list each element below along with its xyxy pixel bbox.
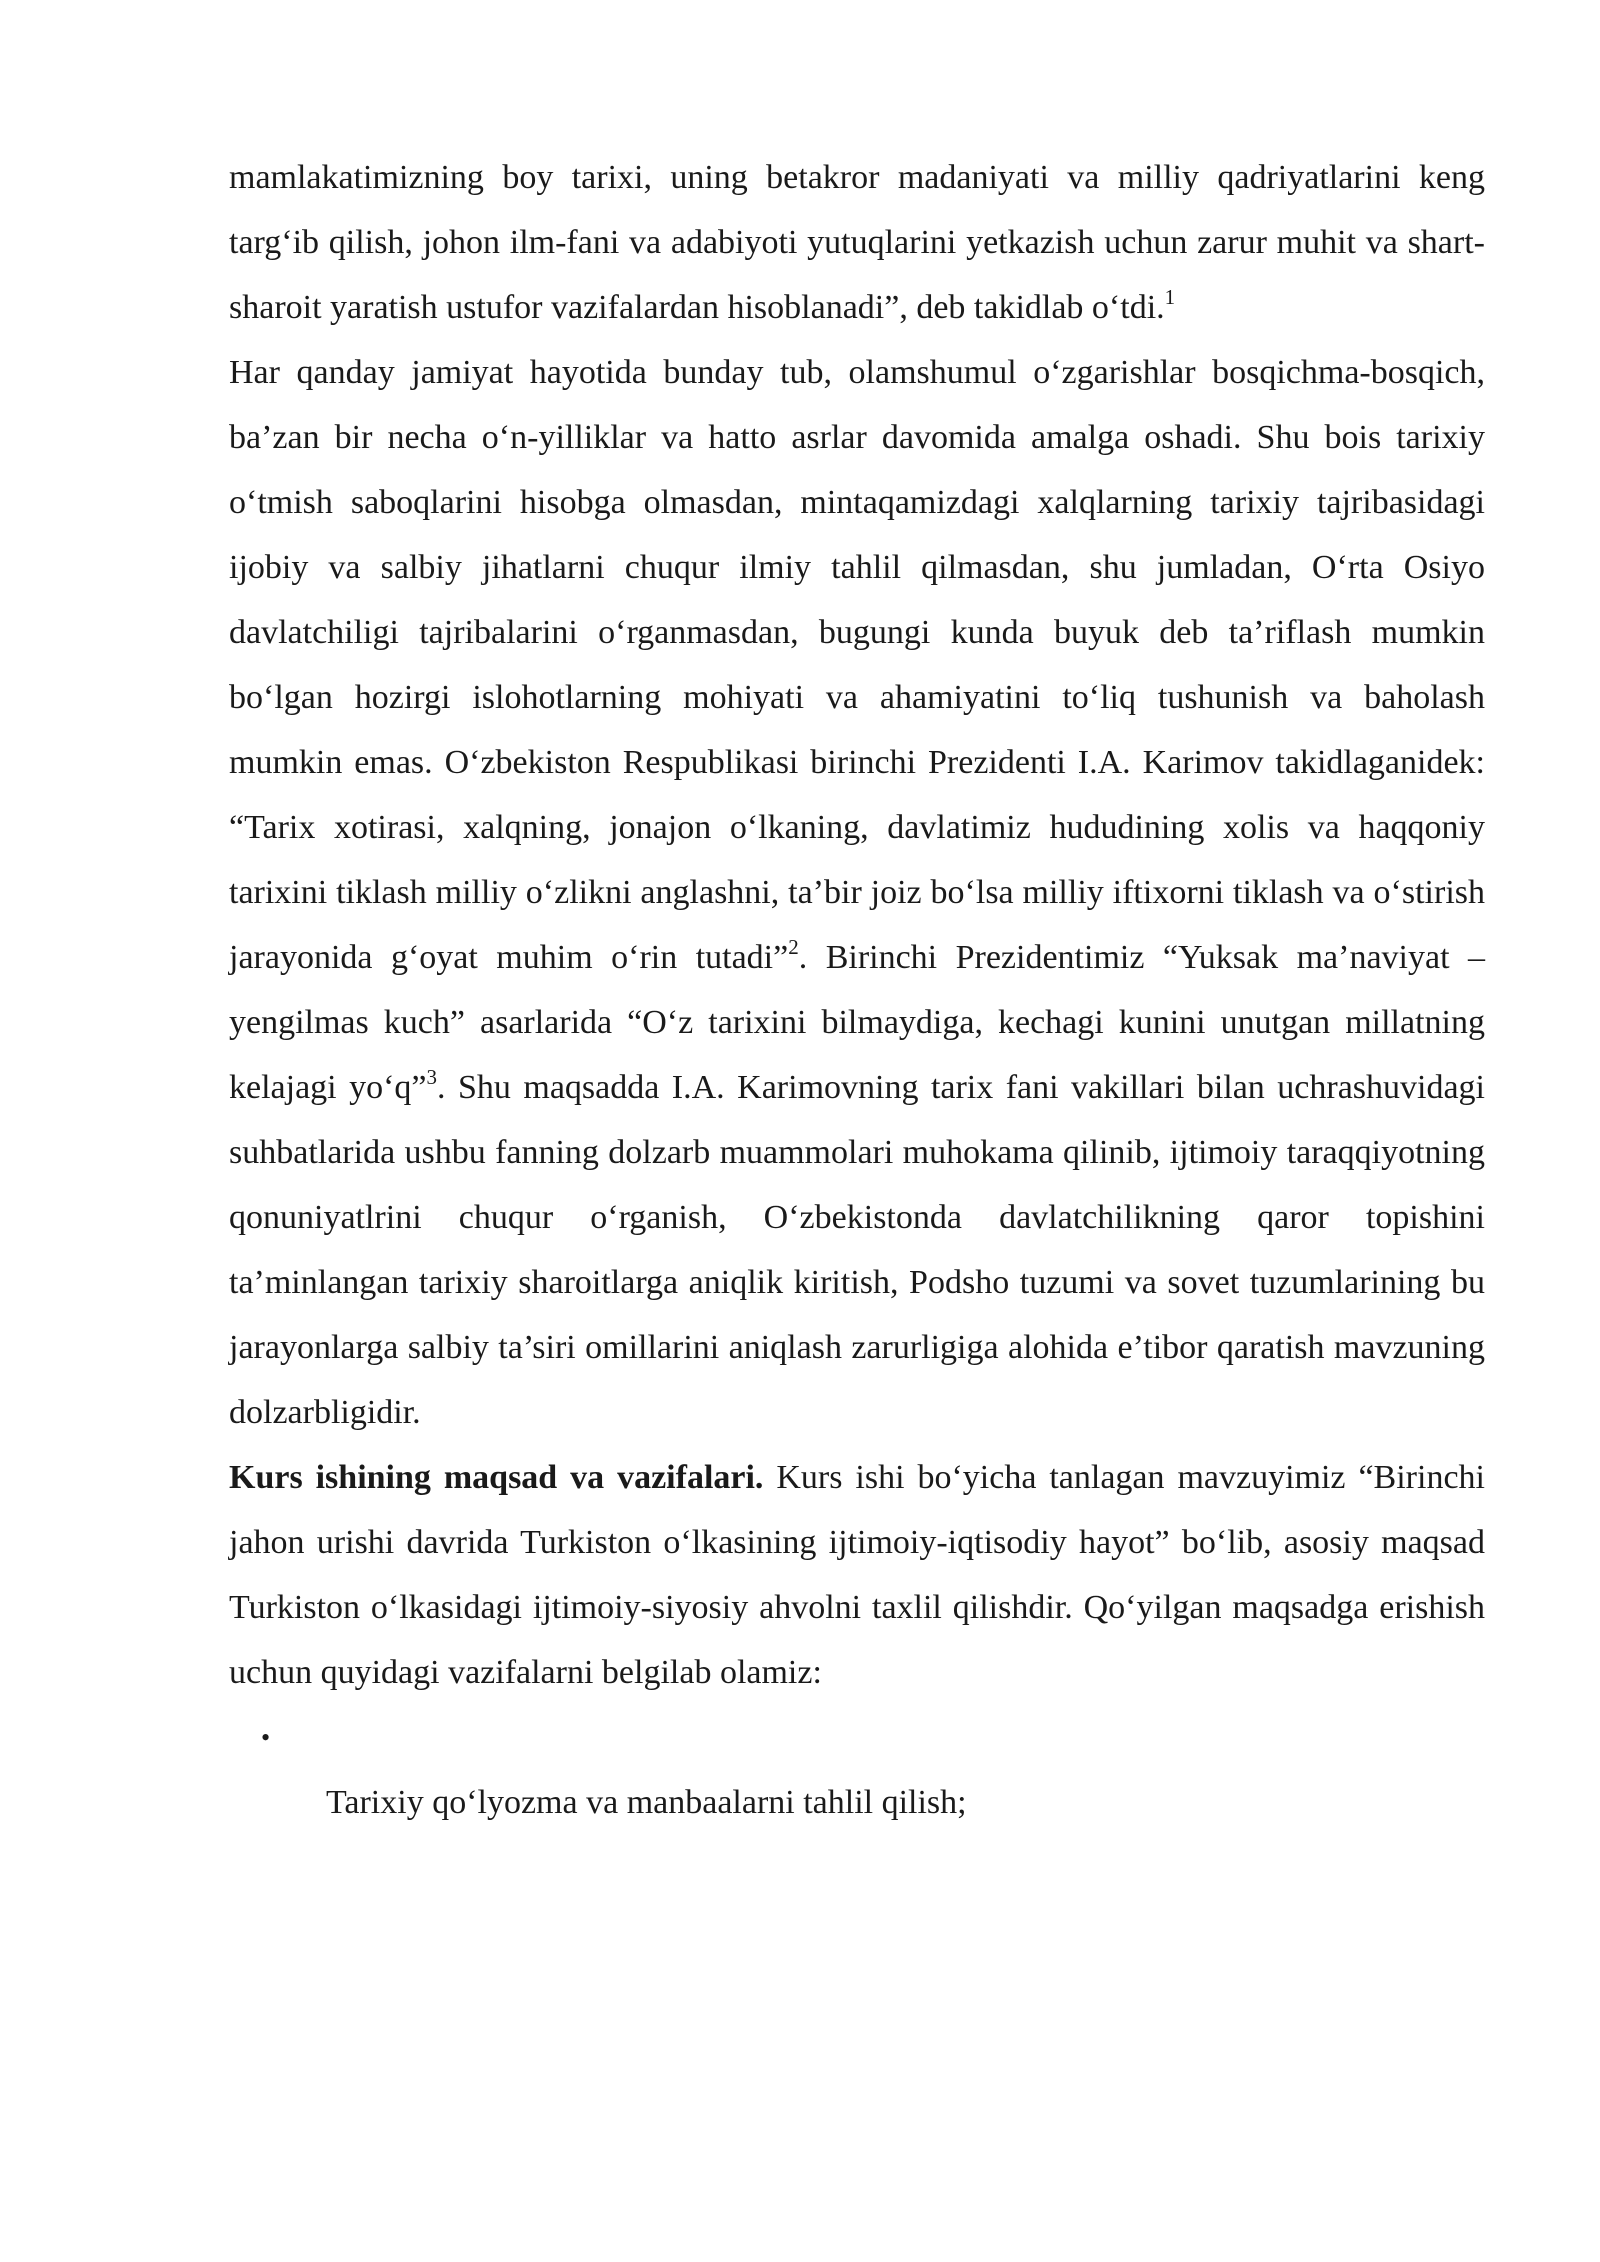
list-item-text: Tarixiy qo‘lyozma va manbaalarni tahlil qilish; [326, 1784, 967, 1821]
bullet-row [229, 1705, 1485, 1770]
paragraph-1 [229, 145, 1485, 340]
paragraph-1-text: mamlakatimizning boy tarixi, uning betakror madaniyati va milliy qadriyatlarini keng targ‘ib qilish, johon ilm-fani va adabiyoti yutuqlarini yetkazish uchun zarur muhit va shart-sharoit yaratish ustufor vazifalardan hisoblanadi”, deb takidlab o‘tdi. [229, 159, 1485, 326]
task-list [229, 1705, 1485, 1835]
paragraph-3-text: Kurs ishi bo‘yicha tanlagan mavzuyimiz “Birinchi jahon urishi davrida Turkiston o‘lkasining ijtimoiy-iqtisodiy hayot” bo‘lib, asosiy maqsad Turkiston o‘lkasidagi ijtimoiy-siyosiy ahvolni taxlil qilishdir. Qo‘yilgan maqsadga erishish uchun quyidagi vazifalarni belgilab olamiz: [229, 1459, 1485, 1691]
footnote-ref-3[interactable]: 3 [426, 1065, 438, 1089]
paragraph-2-text-part-2: . Birinchi Prezidentimiz “Yuksak ma’naviyat – yengilmas kuch” asarlarida “O‘z tarixini bilmaydiga, kechagi kunini unutgan millatning kelajagi yo‘q” [229, 939, 1486, 1106]
list-item [229, 1705, 1485, 1835]
bullet-icon: • [261, 1723, 271, 1752]
section-heading: Kurs ishining maqsad va vazifalari. [229, 1459, 764, 1496]
paragraph-3 [229, 1445, 1485, 1705]
footnote-ref-2[interactable]: 2 [788, 935, 799, 959]
paragraph-2-text-part-3: . Shu maqsadda I.A. Karimovning tarix fani vakillari bilan uchrashuvidagi suhbatlarida ushbu fanning dolzarb muammolari muhokama qilinib, ijtimoiy taraqqiyotning qonuniyatlrini chuqur o‘rganish, O‘zbekistonda davlatchilikning qaror topishini ta’minlangan tarixiy sharoitlarga aniqlik kiritish, Podsho tuzumi va sovet tuzumlarining bu jarayonlarga salbiy ta’siri omillarini aniqlash zarurligiga alohida e’tibor qaratish mavzuning dolzarbligidir. [229, 1069, 1486, 1431]
footnote-ref-1[interactable]: 1 [1164, 285, 1176, 309]
paragraph-2 [229, 340, 1485, 1445]
document-page [229, 145, 1485, 1835]
paragraph-2-text-part-1: Har qanday jamiyat hayotida bunday tub, olamshumul o‘zgarishlar bosqichma-bosqich, ba’zan bir necha o‘n-yilliklar va hatto asrlar davomida amalga oshadi. Shu bois tarixiy o‘tmish saboqlarini hisobga olmasdan, mintaqamizdagi xalqlarning tarixiy tajribasidagi ijobiy va salbiy jihatlarni chuqur ilmiy tahlil qilmasdan, shu jumladan, O‘rta Osiyo davlatchiligi tajribalarini o‘rganmasdan, bugungi kunda buyuk deb ta’riflash mumkin bo‘lgan hozirgi islohotlarning mohiyati va ahamiyatini to‘liq tushunish va baholash mumkin emas. O‘zbekiston Respublikasi birinchi Prezidenti I.A. Karimov takidlaganidek: “Tarix xotirasi, xalqning, jonajon o‘lkaning, davlatimiz hududining xolis va haqqoniy tarixini tiklash milliy o‘zlikni anglashni, ta’bir joiz bo‘lsa milliy iftixorni tiklash va o‘stirish jarayonida g‘oyat muhim o‘rin tutadi” [229, 354, 1485, 976]
